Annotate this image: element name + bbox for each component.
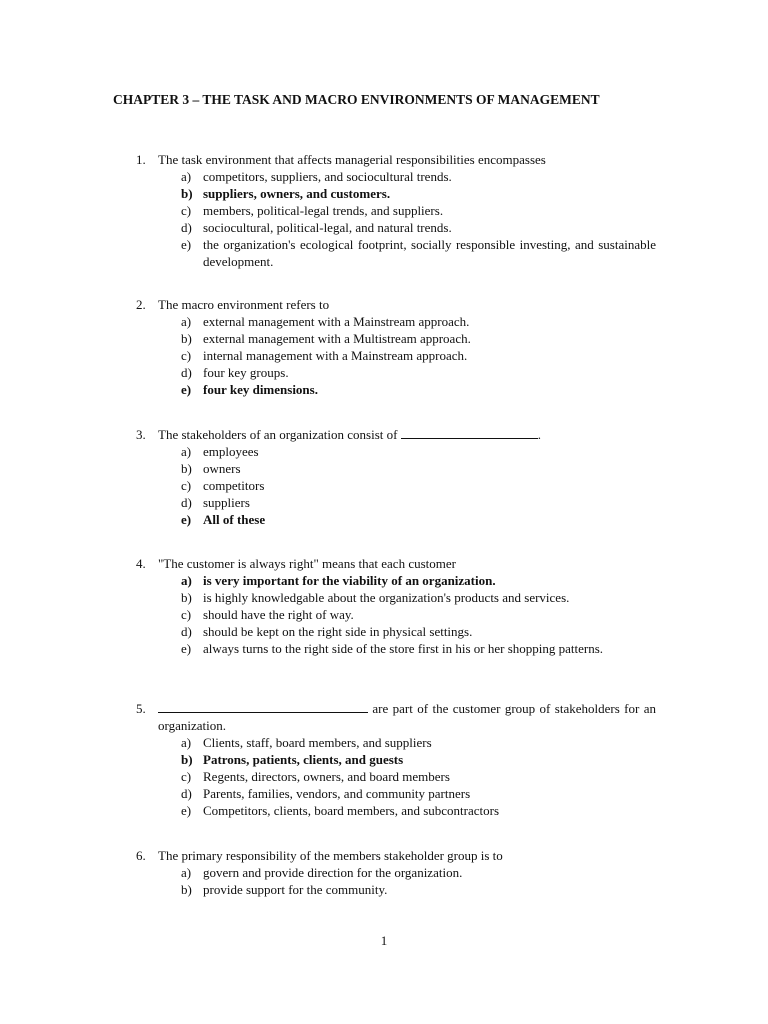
- option-letter: c): [181, 348, 192, 363]
- option-b-correct: [181, 185, 656, 202]
- option-a: [181, 168, 656, 185]
- option-c: [181, 202, 656, 219]
- option-c: [181, 477, 656, 494]
- option-b: [181, 460, 656, 477]
- option-text: Competitors, clients, board members, and subcontractors: [203, 803, 500, 818]
- question-1: [136, 151, 656, 270]
- question-number: 6.: [136, 848, 146, 863]
- option-letter: b): [181, 186, 193, 201]
- option-letter: a): [181, 735, 192, 750]
- answer-blank: [401, 426, 538, 439]
- question-text-after: .: [537, 427, 541, 442]
- option-text: owners: [203, 461, 241, 476]
- question-number: 3.: [136, 427, 146, 442]
- option-d: [181, 623, 656, 640]
- option-letter: c): [181, 607, 192, 622]
- option-letter: a): [181, 573, 192, 588]
- option-d: [181, 219, 656, 236]
- option-text: internal management with a Mainstream approach.: [203, 348, 468, 363]
- option-text: provide support for the community.: [203, 882, 388, 897]
- page-number: 1: [380, 933, 388, 948]
- option-letter: a): [181, 314, 192, 329]
- option-text: members, political-legal trends, and suppliers.: [203, 203, 444, 218]
- option-letter: e): [181, 641, 192, 656]
- option-a: [181, 734, 656, 751]
- question-text: [158, 700, 656, 734]
- option-letter: d): [181, 220, 192, 235]
- option-a: [181, 443, 656, 460]
- question-6: [136, 847, 656, 898]
- option-e: [181, 640, 656, 657]
- options-list: [181, 864, 656, 898]
- option-letter: a): [181, 865, 192, 880]
- option-letter: c): [181, 478, 192, 493]
- option-letter: a): [181, 444, 192, 459]
- question-number: 2.: [136, 297, 146, 312]
- question-number: 4.: [136, 556, 146, 571]
- option-text: should have the right of way.: [203, 607, 354, 622]
- option-text: the organization's ecological footprint, socially responsible investing, and sustainable development.: [203, 237, 656, 269]
- option-text: Regents, directors, owners, and board members: [203, 769, 450, 784]
- question-number: 1.: [136, 152, 146, 167]
- option-letter: b): [181, 882, 192, 897]
- option-letter: d): [181, 495, 192, 510]
- question-text: The task environment that affects managerial responsibilities encompasses: [158, 152, 546, 167]
- question-text-after: are part of the customer group of stakeholders for an organization.: [158, 701, 656, 733]
- question-number: 5.: [136, 701, 146, 716]
- option-letter: c): [181, 769, 192, 784]
- option-text: Parents, families, vendors, and community partners: [203, 786, 471, 801]
- option-e-correct: [181, 381, 656, 398]
- question-text-before: The stakeholders of an organization consist of: [158, 427, 401, 442]
- option-letter: e): [181, 237, 192, 252]
- option-text: All of these: [203, 512, 266, 527]
- option-letter: e): [181, 382, 192, 397]
- question-4: [136, 555, 656, 657]
- option-text: is highly knowledgable about the organization's products and services.: [203, 590, 570, 605]
- option-letter: b): [181, 752, 193, 767]
- option-text: govern and provide direction for the organization.: [203, 865, 463, 880]
- question-5: [136, 700, 656, 819]
- option-a: [181, 864, 656, 881]
- option-a-correct: [181, 572, 656, 589]
- option-text: competitors, suppliers, and sociocultural trends.: [203, 169, 452, 184]
- option-text: employees: [203, 444, 259, 459]
- question-text: [158, 426, 656, 443]
- option-text: should be kept on the right side in physical settings.: [203, 624, 473, 639]
- option-text: external management with a Mainstream approach.: [203, 314, 470, 329]
- option-d: [181, 364, 656, 381]
- options-list: [181, 313, 656, 398]
- option-d: [181, 494, 656, 511]
- options-list: [181, 168, 656, 270]
- option-text: competitors: [203, 478, 265, 493]
- options-list: [181, 572, 656, 657]
- option-text: external management with a Multistream approach.: [203, 331, 471, 346]
- option-e: [181, 236, 656, 270]
- option-text: suppliers, owners, and customers.: [203, 186, 391, 201]
- option-text: four key dimensions.: [203, 382, 318, 397]
- option-e: [181, 802, 656, 819]
- option-letter: b): [181, 331, 192, 346]
- option-b: [181, 330, 656, 347]
- chapter-title: CHAPTER 3 – THE TASK AND MACRO ENVIRONMENTS OF MANAGEMENT: [113, 92, 600, 107]
- option-letter: e): [181, 512, 192, 527]
- option-c: [181, 768, 656, 785]
- option-letter: d): [181, 786, 192, 801]
- option-text: is very important for the viability of an organization.: [203, 573, 496, 588]
- option-d: [181, 785, 656, 802]
- question-3: [136, 426, 656, 528]
- option-c: [181, 347, 656, 364]
- answer-blank: [158, 700, 368, 713]
- option-c: [181, 606, 656, 623]
- option-letter: d): [181, 365, 192, 380]
- option-letter: e): [181, 803, 192, 818]
- question-text: The macro environment refers to: [158, 297, 330, 312]
- question-text: The primary responsibility of the members stakeholder group is to: [158, 848, 503, 863]
- question-2: [136, 296, 656, 398]
- options-list: [181, 443, 656, 528]
- option-text: sociocultural, political-legal, and natural trends.: [203, 220, 452, 235]
- option-text: suppliers: [203, 495, 250, 510]
- option-b-correct: [181, 751, 656, 768]
- option-e-correct: [181, 511, 656, 528]
- option-b: [181, 589, 656, 606]
- option-text: Clients, staff, board members, and suppliers: [203, 735, 432, 750]
- option-b: [181, 881, 656, 898]
- option-text: always turns to the right side of the store first in his or her shopping patterns.: [203, 641, 604, 656]
- option-letter: d): [181, 624, 192, 639]
- question-text: "The customer is always right" means that each customer: [158, 556, 456, 571]
- option-letter: c): [181, 203, 192, 218]
- option-letter: a): [181, 169, 192, 184]
- option-text: four key groups.: [203, 365, 289, 380]
- option-letter: b): [181, 590, 192, 605]
- option-text: Patrons, patients, clients, and guests: [203, 752, 404, 767]
- options-list: [181, 734, 656, 819]
- option-a: [181, 313, 656, 330]
- option-letter: b): [181, 461, 192, 476]
